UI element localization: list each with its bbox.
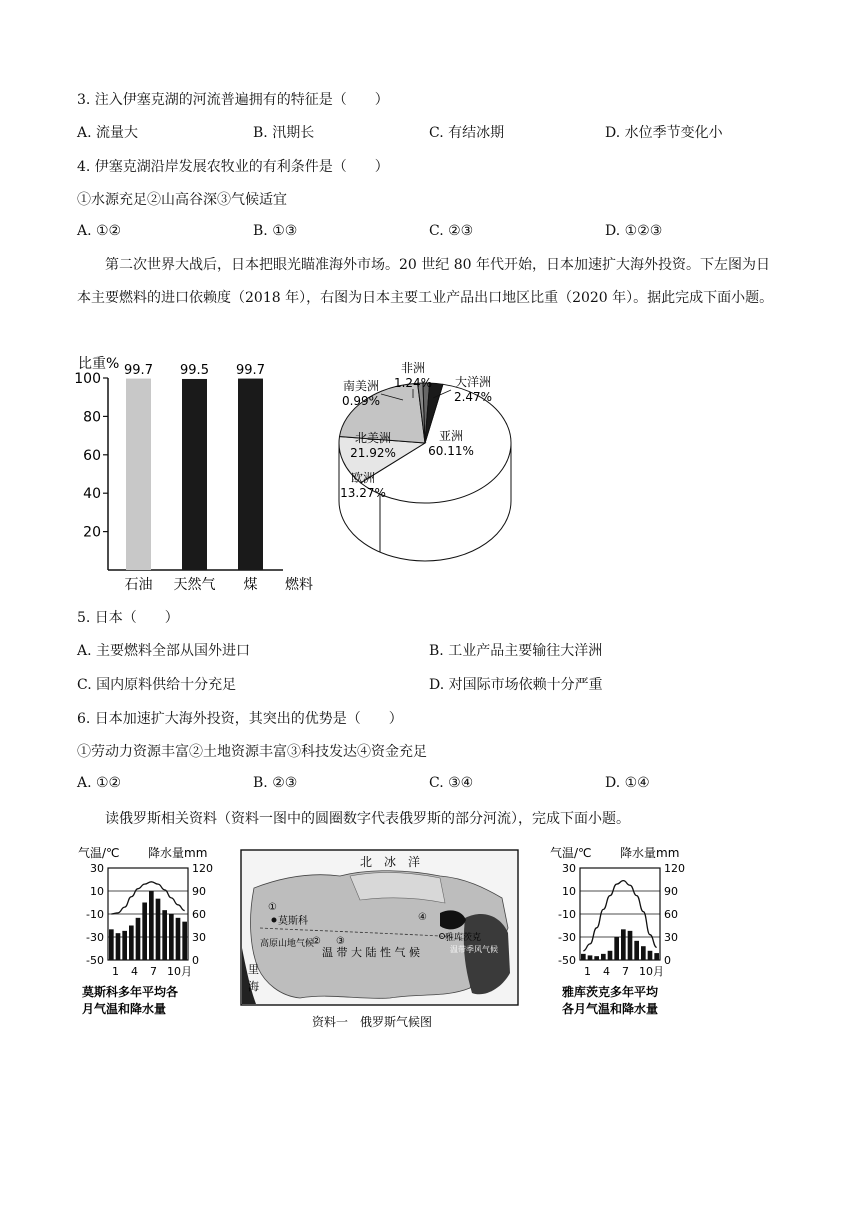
map-moscow-label: 莫斯科	[278, 916, 308, 927]
precip-bar-month-6	[614, 937, 619, 960]
pie-label-name: 大洋洲	[454, 375, 492, 389]
precip-bar-month-1	[581, 954, 586, 960]
moscow-caption-line1: 莫斯科多年平均各	[82, 985, 179, 999]
precip-bar-month-8	[628, 931, 633, 960]
pie-label-value: 0.99%	[341, 394, 381, 408]
map-monsoon-label: 温带季风气候	[450, 945, 498, 954]
intro-paragraph-russia: 读俄罗斯相关资料（资料一图中的圆圈数字代表俄罗斯的部分河流），完成下面小题。	[105, 811, 630, 827]
pie-label-name: 北美洲	[354, 431, 392, 445]
q6-option-d: D. ①④	[605, 775, 650, 791]
moscow-temperature-curve	[111, 882, 184, 914]
bar-chart-ytick-label: 20	[83, 524, 101, 541]
climate-precip-tick: 0	[664, 954, 671, 967]
precip-bar-month-9	[162, 910, 167, 960]
bar-value-label: 99.7	[236, 363, 265, 378]
climate-temp-tick: -30	[558, 931, 576, 944]
moscow-caption-line2: 月气温和降水量	[82, 1002, 167, 1016]
q6-stem: 6. 日本加速扩大海外投资，其突出的优势是（ ）	[77, 711, 403, 727]
q4-option-b: B. ①③	[253, 223, 298, 239]
intro-paragraph-japan: 第二次世界大战后，日本把眼光瞄准海外市场。20 世纪 80 年代开始，日本加速扩大海外投资。下左图为日本主要燃料的进口依赖度（2018 年），右图为日本主要工业产品出口地区比重（2020 年）。据此完成下面小题。	[77, 257, 774, 306]
q4-option-a: A. ①②	[77, 223, 122, 239]
moscow-temp-label: 气温/℃	[78, 846, 120, 860]
precip-bar-month-11	[648, 951, 653, 960]
map-arctic-ocean-label: 北 冰 洋	[360, 855, 421, 869]
pie-label-name: 欧洲	[350, 471, 376, 485]
yakutsk-month-4: 4	[603, 965, 610, 978]
precip-bar-month-9	[634, 941, 639, 960]
q5-option-c: C. 国内原料供给十分充足	[77, 677, 237, 693]
map-caspian-label-1: 里	[248, 963, 259, 976]
precip-bar-month-4	[601, 954, 606, 960]
map-river-3: ③	[336, 936, 345, 947]
moscow-climate-chart	[76, 843, 226, 1021]
precip-bar-month-2	[588, 955, 593, 960]
map-river-4: ④	[418, 912, 427, 923]
climate-precip-tick: 120	[192, 862, 213, 875]
q4-option-c: C. ②③	[429, 223, 474, 239]
q3-option-b: B. 汛期长	[253, 125, 315, 141]
pie-label-name: 亚洲	[438, 429, 464, 443]
map-highland-label: 高原山地气候	[260, 939, 315, 949]
russia-climate-map	[240, 848, 520, 1033]
bar-chart-ytick-label: 60	[83, 447, 101, 464]
climate-precip-tick: 30	[664, 931, 678, 944]
climate-precip-tick: 30	[192, 931, 206, 944]
bar-category-label: 煤	[243, 577, 258, 593]
bar-chart-ytick-label: 80	[83, 409, 101, 426]
precip-bar-month-5	[608, 951, 613, 960]
precip-bar-month-12	[654, 953, 659, 960]
map-river-2: ②	[312, 936, 321, 947]
climate-precip-tick: 0	[192, 954, 199, 967]
bar-3	[238, 379, 263, 570]
bar-2	[182, 379, 207, 570]
q5-option-a: A. 主要燃料全部从国外进口	[77, 643, 251, 659]
q5-option-d: D. 对国际市场依赖十分严重	[429, 677, 603, 693]
map-continental-label: 温 带 大 陆 性 气 候	[322, 946, 420, 959]
q6-option-c: C. ③④	[429, 775, 474, 791]
q5-option-b: B. 工业产品主要输往大洋洲	[429, 643, 603, 659]
q6-option-b: B. ②③	[253, 775, 298, 791]
pie-label-value: 1.24%	[393, 376, 433, 390]
map-caspian-label-2: 海	[248, 980, 259, 993]
bar-category-label: 石油	[124, 577, 153, 593]
map-yakutsk-label: 雅库茨克	[445, 933, 482, 943]
precip-bar-month-7	[149, 891, 154, 960]
climate-temp-tick: 30	[90, 862, 104, 875]
map-caption: 资料一 俄罗斯气候图	[312, 1015, 433, 1029]
q3-option-c: C. 有结冰期	[429, 125, 505, 141]
precip-bar-month-6	[142, 903, 147, 961]
climate-temp-tick: 10	[90, 885, 104, 898]
pie-label-name: 南美洲	[342, 379, 380, 393]
climate-temp-tick: -10	[86, 908, 104, 921]
bar-chart-ylabel: 比重%	[78, 356, 120, 372]
moscow-month-4: 4	[131, 965, 138, 978]
yakutsk-caption-line1: 雅库茨克多年平均	[562, 985, 659, 999]
bar-chart-ytick-label: 40	[83, 486, 101, 503]
q6-statement: ①劳动力资源丰富②土地资源丰富③科技发达④资金充足	[77, 744, 427, 760]
climate-temp-tick: -50	[558, 954, 576, 967]
precip-bar-month-3	[594, 956, 599, 960]
map-moscow-point	[272, 918, 277, 923]
climate-precip-tick: 90	[664, 885, 678, 898]
pie-label-name: 非洲	[400, 361, 426, 375]
climate-temp-tick: -10	[558, 908, 576, 921]
export-region-pie-chart	[333, 358, 533, 563]
yakutsk-climate-chart	[548, 843, 698, 1021]
precip-bar-month-7	[621, 929, 626, 960]
yakutsk-precip-label: 降水量mm	[620, 846, 680, 860]
precip-bar-month-10	[169, 914, 174, 960]
precip-bar-month-10	[641, 946, 646, 960]
bar-category-label: 天然气	[173, 577, 216, 593]
precip-bar-month-8	[156, 899, 161, 960]
q5-stem: 5. 日本（ ）	[77, 610, 179, 626]
bar-value-label: 99.7	[124, 363, 153, 378]
pie-label-value: 60.11%	[428, 444, 474, 458]
climate-temp-tick: -30	[86, 931, 104, 944]
precip-bar-month-3	[122, 931, 127, 960]
yakutsk-caption-line2: 各月气温和降水量	[562, 1002, 659, 1016]
q3-option-d: D. 水位季节变化小	[605, 125, 723, 141]
pie-label-value: 2.47%	[453, 390, 493, 404]
monsoon-zone	[464, 914, 510, 994]
yakutsk-month-10: 10月	[639, 965, 664, 978]
precip-bar-month-12	[182, 922, 187, 960]
yakutsk-month-7: 7	[622, 965, 629, 978]
q6-option-a: A. ①②	[77, 775, 122, 791]
climate-temp-tick: -50	[86, 954, 104, 967]
climate-precip-tick: 120	[664, 862, 685, 875]
precip-bar-month-11	[176, 918, 181, 960]
moscow-month-10: 10月	[167, 965, 192, 978]
climate-precip-tick: 60	[664, 908, 678, 921]
yakutsk-month-1: 1	[584, 965, 591, 978]
bar-value-label: 99.5	[180, 363, 209, 378]
precip-bar-month-4	[129, 926, 134, 961]
precip-bar-month-2	[116, 933, 121, 960]
moscow-month-1: 1	[112, 965, 119, 978]
precip-bar-month-1	[109, 929, 114, 960]
climate-precip-tick: 90	[192, 885, 206, 898]
moscow-month-7: 7	[150, 965, 157, 978]
bar-chart-ytick-label: 100	[74, 371, 101, 387]
q4-statement: ①水源充足②山高谷深③气候适宜	[77, 192, 287, 208]
fuel-import-bar-chart	[74, 352, 333, 597]
q3-option-a: A. 流量大	[77, 125, 139, 141]
pie-label-value: 13.27%	[340, 486, 386, 500]
bar-chart-xlabel: 燃料	[285, 577, 313, 593]
moscow-precip-label: 降水量mm	[148, 846, 208, 860]
precip-bar-month-5	[136, 918, 141, 960]
map-river-1: ①	[268, 902, 277, 913]
climate-precip-tick: 60	[192, 908, 206, 921]
q4-option-d: D. ①②③	[605, 223, 663, 239]
yakutsk-temp-label: 气温/℃	[550, 846, 592, 860]
q4-stem: 4. 伊塞克湖沿岸发展农牧业的有利条件是（ ）	[77, 159, 389, 175]
climate-temp-tick: 10	[562, 885, 576, 898]
bar-1	[126, 379, 151, 570]
climate-temp-tick: 30	[562, 862, 576, 875]
q3-stem: 3. 注入伊塞克湖的河流普遍拥有的特征是（ ）	[77, 92, 389, 108]
pie-label-value: 21.92%	[350, 446, 396, 460]
